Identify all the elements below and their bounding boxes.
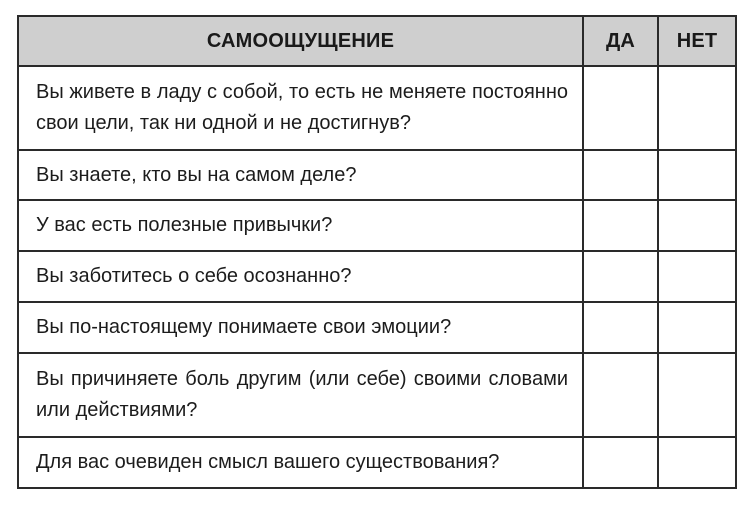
answer-yes-cell[interactable]	[583, 302, 658, 353]
question-text: Вы причиняете боль другим (или себе) своими словами или действиями?	[18, 353, 583, 437]
answer-no-cell[interactable]	[658, 150, 736, 200]
question-text: Вы заботитесь о себе осознанно?	[18, 251, 583, 302]
question-text: У вас есть полезные привычки?	[18, 200, 583, 251]
table-header-row	[18, 16, 736, 66]
answer-yes-cell[interactable]	[583, 353, 658, 437]
answer-yes-cell[interactable]	[583, 200, 658, 251]
table-row	[18, 66, 736, 150]
header-yes: ДА	[583, 16, 658, 66]
question-text: Для вас очевиден смысл вашего существования?	[18, 437, 583, 488]
answer-no-cell[interactable]	[658, 66, 736, 150]
table-row	[18, 150, 736, 200]
table-row	[18, 251, 736, 302]
self-perception-questionnaire	[17, 15, 735, 495]
table-row	[18, 200, 736, 251]
answer-no-cell[interactable]	[658, 302, 736, 353]
answer-no-cell[interactable]	[658, 251, 736, 302]
answer-no-cell[interactable]	[658, 353, 736, 437]
header-no: НЕТ	[658, 16, 736, 66]
table-row	[18, 302, 736, 353]
answer-no-cell[interactable]	[658, 200, 736, 251]
answer-yes-cell[interactable]	[583, 437, 658, 488]
questionnaire-table	[17, 15, 737, 489]
question-text: Вы знаете, кто вы на самом деле?	[18, 150, 583, 200]
answer-yes-cell[interactable]	[583, 251, 658, 302]
answer-no-cell[interactable]	[658, 437, 736, 488]
answer-yes-cell[interactable]	[583, 150, 658, 200]
header-self-perception: САМООЩУЩЕНИЕ	[18, 16, 583, 66]
question-text: Вы по-настоящему понимаете свои эмоции?	[18, 302, 583, 353]
table-row	[18, 353, 736, 437]
question-text: Вы живете в ладу с собой, то есть не меняете постоянно свои цели, так ни одной и не достигнув?	[18, 66, 583, 150]
answer-yes-cell[interactable]	[583, 66, 658, 150]
table-row	[18, 437, 736, 488]
